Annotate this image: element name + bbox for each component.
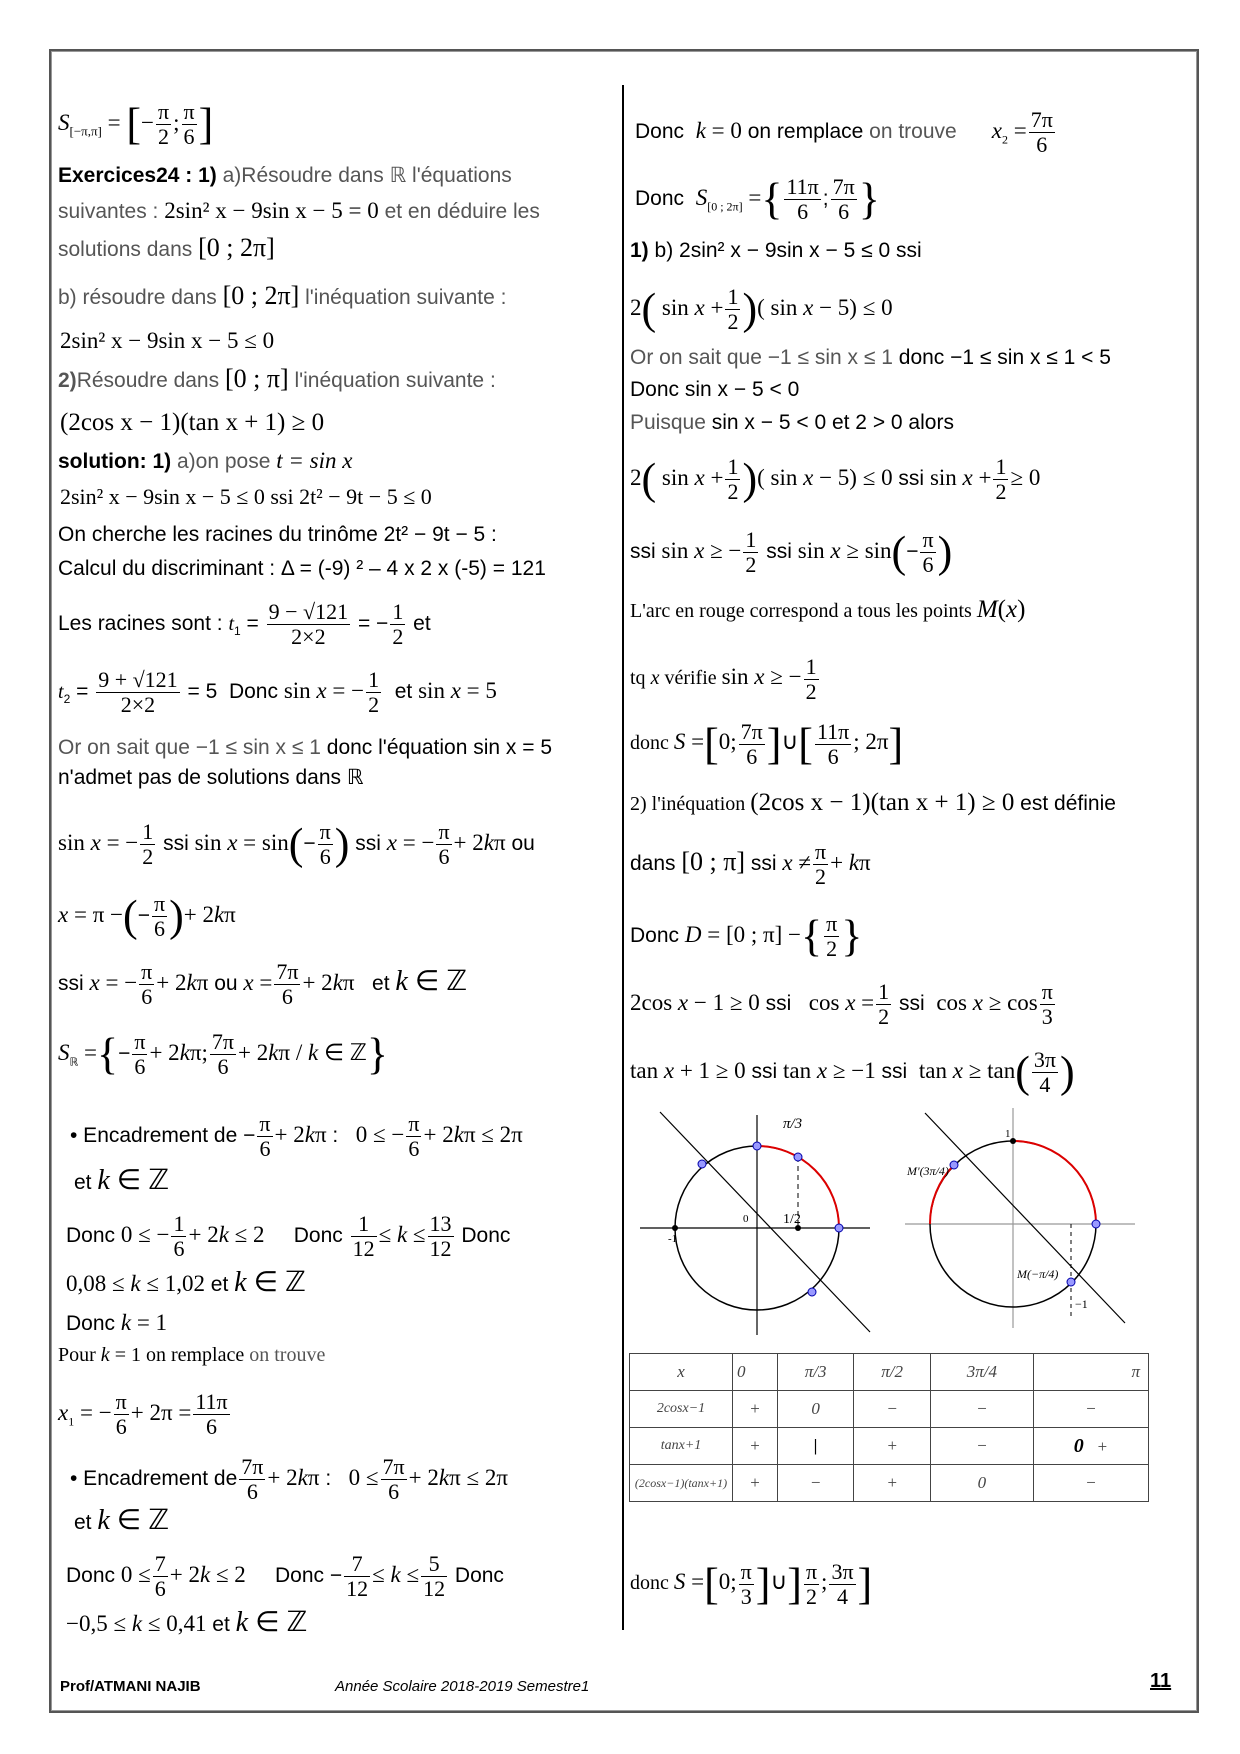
sign-table [629, 1353, 1149, 1502]
tq-line: tq x vérifie sin x ≥ − $\frac{1}{2}$ [630, 654, 817, 704]
pour-k-1: Pour k = 1 on remplace on trouve [58, 1344, 326, 1366]
fig2-label-m-prime: M'(3π/4) [907, 1164, 949, 1178]
x1-value: $x_1$ = − $\frac{\pi}{6}$ + 2π = $\frac{11\pi}{6}$ [58, 1389, 228, 1439]
roots-line: Les racines sont : $t_1$ = $\frac{9 - √121}{2\times 2}$ = − $\frac{1}{2}$ et [58, 599, 431, 649]
factored-inequation: 2( sin x + $\frac{1}{2}$ )( sin x − 5) ≤ 0 [630, 284, 893, 334]
encadrement-2: • Encadrement de $\frac{7\pi}{6}$ + 2kπ : 0 ≤ $\frac{7\pi}{6}$ + 2kπ ≤ 2π [70, 1454, 508, 1504]
exercise-b-line: b) résoudre dans [0 ; 2π] l'inéquation suivante : [58, 281, 507, 310]
fig1-label-top: π/3 [783, 1116, 803, 1132]
cos-line: 2cos x − 1 ≥ 0 ssi cos x = $\frac{1}{2}$ ssi cos x ≥ cos $\frac{\pi}{3}$ [630, 979, 1053, 1029]
exercise-b-inequation: 2sin² x − 9sin x − 5 ≤ 0 [60, 328, 275, 353]
sin-bound-line: Or on sait que −1 ≤ sin x ≤ 1 donc −1 ≤ sin x ≤ 1 < 5 [630, 346, 1111, 369]
sin-minus-5-line: Donc sin x − 5 < 0 [630, 378, 800, 401]
fig1-label-origin: 0 [743, 1213, 749, 1225]
fig2-label-m1: −1 [1075, 1297, 1088, 1311]
encadrement-1-donc: Donc 0 ≤ − $\frac{1}{6}$ + 2k ≤ 2 Donc $\frac{1}{12}$ ≤ k ≤ $\frac{13}{12}$ Donc [66, 1211, 511, 1261]
trig-circle-figure-2 [905, 1103, 1155, 1333]
no-solution-line: n'admet pas de solutions dans ℝ [58, 766, 364, 789]
solution-set-0-2pi: Donc $S_{[0 ; 2\pi]}$ ={ $\frac{11\pi}{6}$ ; $\frac{7\pi}{6}$ } [635, 174, 880, 224]
sign-row-cos: 2cosx−1 + 0 − − − [630, 1391, 1149, 1428]
solution-line-2: 2sin² x − 9sin x − 5 ≤ 0 ssi 2t² − 9t − 5 ≤ 0 [60, 484, 432, 509]
exercise-2-inequation: (2cos x − 1)(tan x + 1) ≥ 0 [60, 409, 325, 436]
encadrement-1: • Encadrement de − $\frac{\pi}{6}$ + 2kπ : 0 ≤ − $\frac{\pi}{6}$ + 2kπ ≤ 2π [70, 1111, 523, 1161]
sin-geq-line: ssi sin x ≥ − $\frac{1}{2}$ ssi sin x ≥ sin(− $\frac{\pi}{6}$ ) [630, 527, 953, 577]
arc-rouge-line: L'arc en rouge correspond a tous les points M(x) [630, 596, 1026, 623]
solution-line-3: On cherche les racines du trinôme 2t² − 9t − 5 : [58, 523, 497, 546]
part-1b-line: 1) b) 2sin² x − 9sin x − 5 ≤ 0 ssi [630, 239, 922, 262]
exercise-a: a)Résoudre dans ℝ l'équations [216, 164, 512, 187]
range-line: Or on sait que −1 ≤ sin x ≤ 1 donc l'équation sin x = 5 [58, 736, 553, 759]
sign-table-header: x 0 π/3 π/2 3π/4 π [630, 1354, 1149, 1391]
trig-circle-figure-1 [640, 1110, 880, 1340]
sign-row-product: (2cosx−1)(tanx+1) + − + 0 − [630, 1465, 1149, 1502]
footer-year: Année Scolaire 2018-2019 Semestre1 [335, 1678, 590, 1695]
fig1-label-m1: -1 [668, 1233, 678, 1245]
k-zero-line: Donc k = 0 on remplace on trouve $x_2$ = $\frac{7\pi}{6}$ [635, 107, 1053, 157]
final-solution: donc S =[0; $\frac{\pi}{3}$ ]∪] $\frac{\pi}{2}$ ; $\frac{3\pi}{4}$ ] [630, 1559, 873, 1609]
exercise-2-line: 2)Résoudre dans [0 ; π] l'inéquation suivante : [58, 364, 496, 393]
fig2-label-m: M(−π/4) [1017, 1267, 1059, 1281]
domain-set-line: Donc D = [0 ; π] −{ $\frac{\pi}{2}$ } [630, 911, 863, 961]
column-divider [622, 85, 624, 1630]
encadrement-2-donc: Donc 0 ≤ $\frac{7}{6}$ + 2k ≤ 2 Donc − $\frac{7}{12}$ ≤ k ≤ $\frac{5}{12}$ Donc [66, 1551, 504, 1601]
factored-equivalence: 2( sin x + $\frac{1}{2}$ )( sin x − 5) ≤ 0 ssi sin x + $\frac{1}{2}$ ≥ 0 [630, 454, 1041, 504]
encadrement-1-k: et k ∈ ℤ [74, 1165, 170, 1196]
domain-line: dans [0 ; π] ssi x ≠ $\frac{\pi}{2}$ + kπ [630, 839, 871, 889]
discriminant-line: Calcul du discriminant : Δ = (-9) ² – 4 x 2 x (-5) = 121 [58, 557, 546, 580]
solution-title-line: solution: 1) a)on pose t = sin x [58, 448, 353, 473]
fig1-label-half: 1/2 [783, 1212, 801, 1227]
encadrement-2-k: et k ∈ ℤ [74, 1505, 170, 1536]
exercise-line-3: solutions dans [0 ; 2π] [58, 233, 275, 262]
roots-line-2: $t_2$ = $\frac{9 + √121}{2\times 2}$ = 5 Donc sin x = − $\frac{1}{2}$ et sin x = 5 [58, 667, 497, 717]
solution-set-line: $S_{[-\pi,\pi]}$ = [− $\frac{\pi}{2}$ ; $\frac{\pi}{6}$ ] [58, 99, 214, 149]
part-2-line: 2) l'inéquation (2cos x − 1)(tan x + 1) ≥ 0 est définie [630, 789, 1116, 816]
exercise-title-line [58, 163, 512, 189]
encadrement-1-range: 0,08 ≤ k ≤ 1,02 et k ∈ ℤ [66, 1267, 306, 1298]
solution-union-1: donc S =[0; $\frac{7\pi}{6}$ ]∪[ $\frac{11\pi}{6}$ ; 2π] [630, 719, 904, 769]
puisque-line: Puisque sin x − 5 < 0 et 2 > 0 alors [630, 411, 954, 434]
tan-line: tan x + 1 ≥ 0 ssi tan x ≥ −1 ssi tan x ≥ tan( $\frac{3\pi}{4}$ ) [630, 1047, 1075, 1097]
k-equals-1: Donc k = 1 [66, 1310, 168, 1335]
footer-author: Prof/ATMANI NAJIB [60, 1678, 201, 1695]
sin-equation-line-2: x = π −(− $\frac{\pi}{6}$ )+ 2kπ [58, 891, 236, 941]
exercise-line-2: suivantes : 2sin² x − 9sin x − 5 = 0 et en déduire les [58, 198, 540, 223]
sign-row-tan: tanx+1 + | + − 0 + [630, 1428, 1149, 1465]
page-number: 11 [1150, 1670, 1172, 1692]
sin-equation-line-3: ssi x = − $\frac{\pi}{6}$ + 2kπ ou x = $\frac{7\pi}{6}$ + 2kπ et k ∈ ℤ [58, 959, 468, 1009]
sin-equation-line: sin x = − $\frac{1}{2}$ ssi sin x = sin(− $\frac{\pi}{6}$ ) ssi x = − $\frac{\pi}{6}$ + 2kπ ou [58, 819, 535, 869]
fig2-label-1: 1 [1005, 1128, 1011, 1140]
exercise-title: Exercices24 : 1) [58, 164, 217, 187]
solution-set-r: $S_ℝ$ ={− $\frac{\pi}{6}$ + 2kπ; $\frac{7\pi}{6}$ + 2kπ / k ∈ ℤ} [58, 1029, 389, 1079]
encadrement-2-range: −0,5 ≤ k ≤ 0,41 et k ∈ ℤ [66, 1607, 308, 1638]
